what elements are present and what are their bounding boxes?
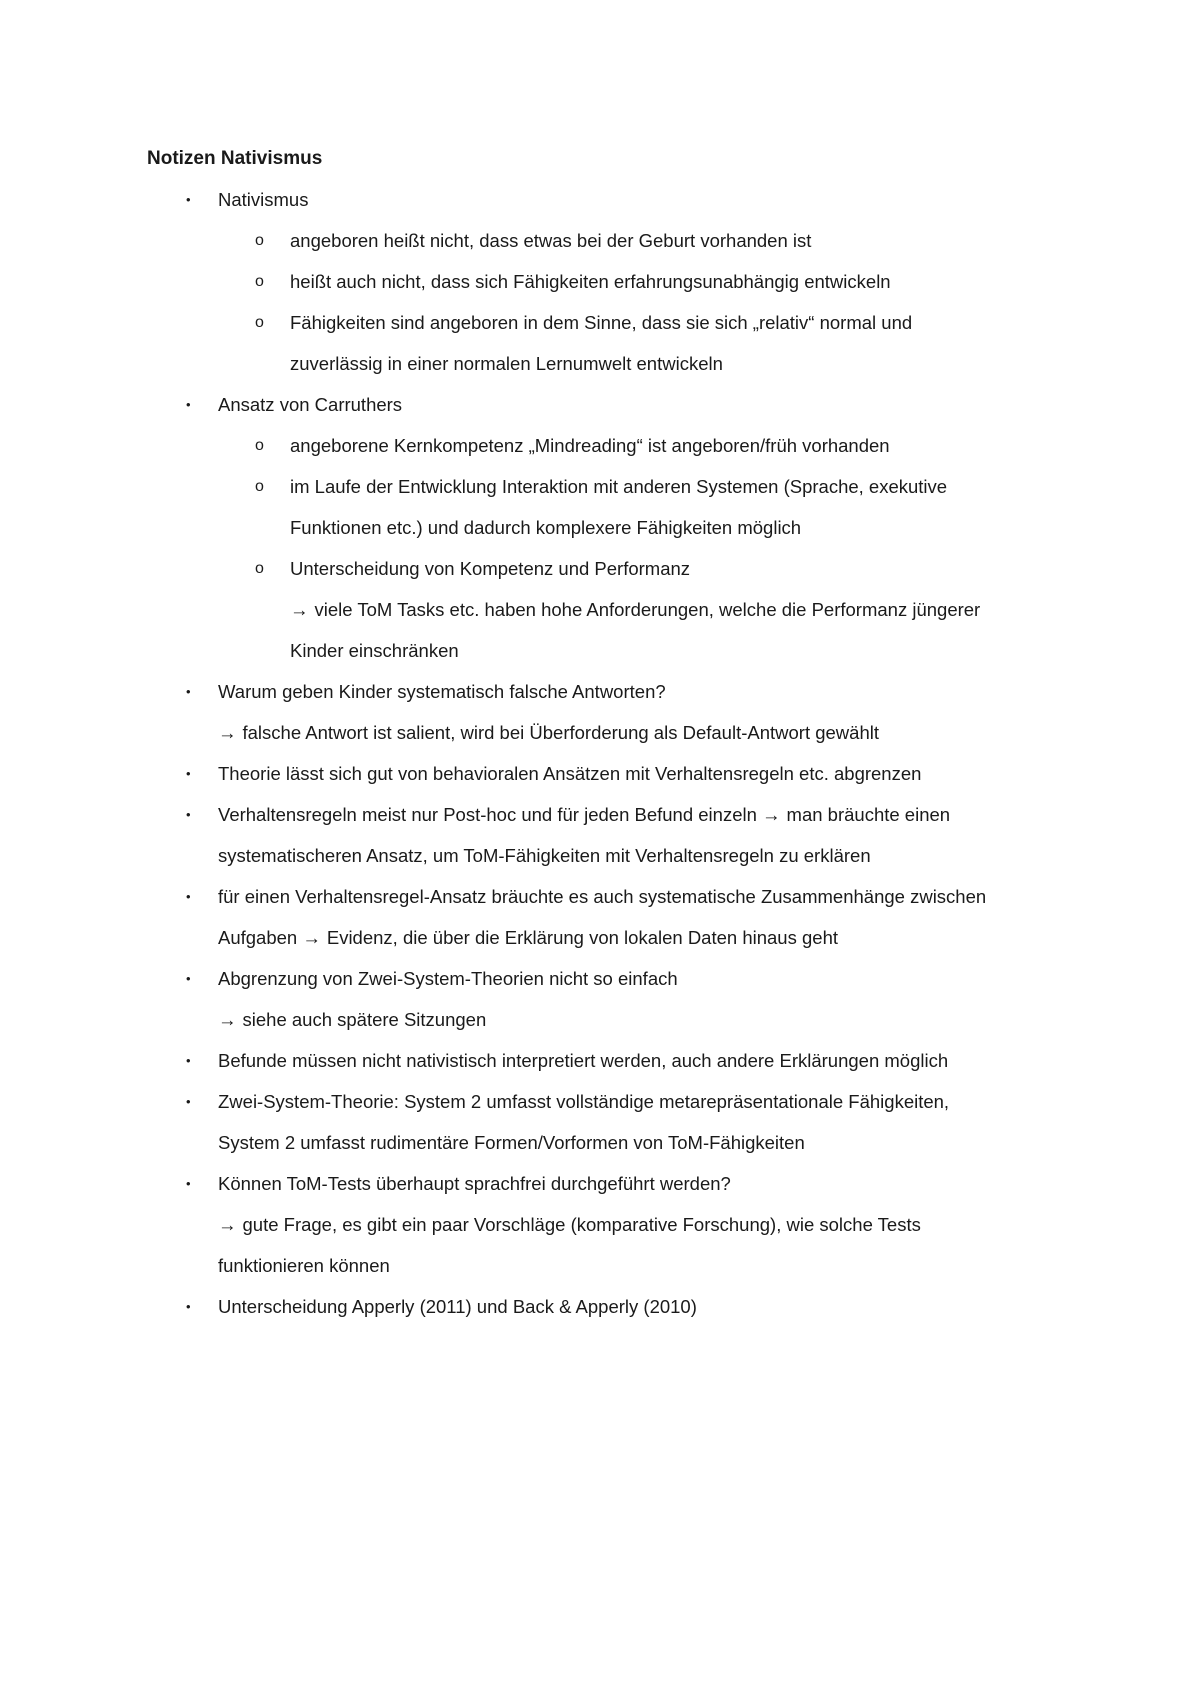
note-text: gute Frage, es gibt ein paar Vorschläge (komparative Forschung), wie solche Tests [242, 1214, 921, 1235]
note-text: falsche Antwort ist salient, wird bei Überforderung als Default-Antwort gewählt [242, 722, 879, 743]
list-item: Theorie lässt sich gut von behavioralen Ansätzen mit Verhaltensregeln etc. abgrenzen [218, 763, 922, 784]
sub-list-item: Fähigkeiten sind angeboren in dem Sinne, dass sie sich „relativ“ normal und [290, 312, 913, 333]
list-item: für einen Verhaltensregel-Ansatz bräuchte es auch systematische Zusammenhänge zwischen [218, 886, 987, 907]
bullet-icon: • [186, 1299, 191, 1314]
sub-list-item: heißt auch nicht, dass sich Fähigkeiten erfahrungsunabhängig entwickeln [290, 271, 891, 292]
bullet-icon: • [186, 1094, 191, 1109]
sub-list-item: Unterscheidung von Kompetenz und Performanz [290, 558, 691, 579]
arrow-right-icon: → [218, 722, 237, 743]
list-item-continuation [218, 719, 879, 747]
list-item: Befunde müssen nicht nativistisch interpretiert werden, auch andere Erklärungen möglich [218, 1050, 949, 1071]
list-item-continuation [218, 924, 838, 952]
sub-list-item: angeborene Kernkompetenz „Mindreading“ ist angeboren/früh vorhanden [290, 435, 890, 456]
note-text: viele ToM Tasks etc. haben hohe Anforderungen, welche die Performanz jüngerer [314, 599, 981, 620]
arrow-right-icon: → [218, 1009, 237, 1030]
document-title: Notizen Nativismus [147, 148, 323, 169]
bullet-icon: • [186, 971, 191, 986]
sub-list-item: angeboren heißt nicht, dass etwas bei der Geburt vorhanden ist [290, 230, 812, 251]
list-item: Abgrenzung von Zwei-System-Theorien nicht so einfach [218, 968, 678, 989]
note-text: Aufgaben [218, 927, 298, 948]
sub-bullet-icon: o [255, 560, 264, 577]
bullet-icon: • [186, 807, 191, 822]
arrow-right-icon: → [290, 599, 309, 620]
note-text: man bräuchte einen [786, 804, 951, 825]
list-item: Nativismus [218, 189, 309, 210]
list-item: Unterscheidung Apperly (2011) und Back & Apperly (2010) [218, 1296, 697, 1317]
sub-bullet-icon: o [255, 437, 264, 454]
bullet-icon: • [186, 684, 191, 699]
list-item-continuation [218, 1006, 486, 1034]
arrow-right-icon: → [302, 927, 321, 948]
note-text: Verhaltensregeln meist nur Post-hoc und für jeden Befund einzeln [218, 804, 757, 825]
sub-bullet-icon: o [255, 273, 264, 290]
note-text: siehe auch spätere Sitzungen [242, 1009, 487, 1030]
arrow-right-icon: → [218, 1214, 237, 1235]
list-item-continuation: System 2 umfasst rudimentäre Formen/Vorformen von ToM-Fähigkeiten [218, 1132, 805, 1153]
list-item: Können ToM-Tests überhaupt sprachfrei durchgeführt werden? [218, 1173, 731, 1194]
list-item [218, 801, 950, 829]
sub-list-item-continuation [290, 596, 980, 624]
sub-list-item-continuation: Funktionen etc.) und dadurch komplexere Fähigkeiten möglich [290, 517, 802, 538]
sub-bullet-icon: o [255, 232, 264, 249]
list-item-continuation: funktionieren können [218, 1255, 390, 1276]
sub-bullet-icon: o [255, 478, 264, 495]
arrow-right-icon: → [762, 804, 781, 825]
list-item-continuation [218, 1211, 921, 1239]
bullet-icon: • [186, 1176, 191, 1191]
list-item: Zwei-System-Theorie: System 2 umfasst vollständige metarepräsentationale Fähigkeiten, [218, 1091, 950, 1112]
sub-bullet-icon: o [255, 314, 264, 331]
bullet-icon: • [186, 766, 191, 781]
sub-list-item: im Laufe der Entwicklung Interaktion mit anderen Systemen (Sprache, exekutive [290, 476, 948, 497]
sub-list-item-continuation: zuverlässig in einer normalen Lernumwelt entwickeln [290, 353, 723, 374]
note-text: Evidenz, die über die Erklärung von lokalen Daten hinaus geht [326, 927, 838, 948]
bullet-icon: • [186, 192, 191, 207]
bullet-icon: • [186, 889, 191, 904]
list-item: Warum geben Kinder systematisch falsche Antworten? [218, 681, 666, 702]
list-item: Ansatz von Carruthers [218, 394, 403, 415]
bullet-icon: • [186, 397, 191, 412]
bullet-icon: • [186, 1053, 191, 1068]
sub-list-item-continuation: Kinder einschränken [290, 640, 459, 661]
list-item-continuation: systematischeren Ansatz, um ToM-Fähigkeiten mit Verhaltensregeln zu erklären [218, 845, 871, 866]
